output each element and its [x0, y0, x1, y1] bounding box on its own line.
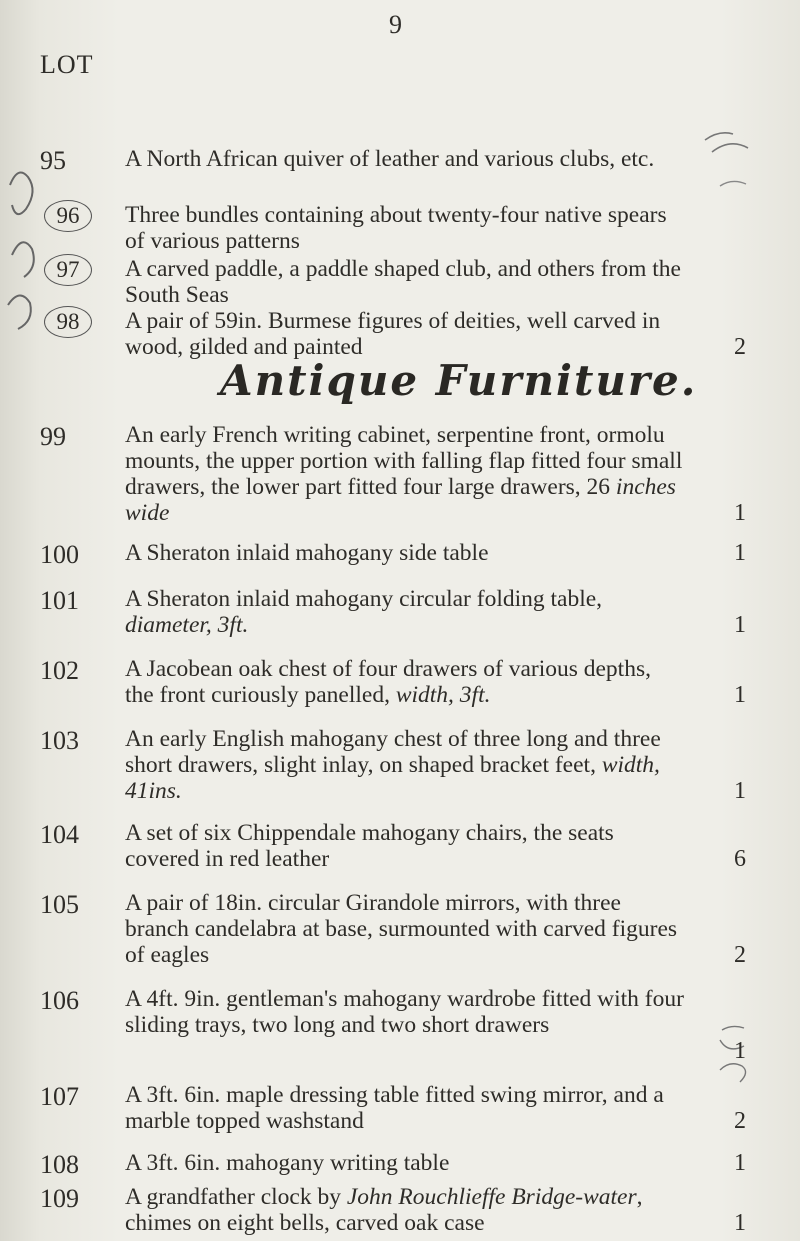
lot-dimension: diameter, 3ft.: [125, 612, 249, 638]
lot-number: 107: [40, 1082, 79, 1111]
lot-description: A carved paddle, a paddle shaped club, and others from the South Seas: [125, 256, 681, 308]
pencil-scribble-left-2: [12, 242, 34, 277]
lot-description: [125, 656, 685, 708]
lot-number: 98: [44, 306, 92, 338]
lot-description-text: , chimes on eight bells, carved oak case: [125, 1184, 643, 1236]
lot-description: [125, 726, 685, 804]
lot-number: 95: [40, 146, 66, 175]
lot-quantity: 6: [734, 846, 746, 872]
lot-number: 105: [40, 890, 79, 919]
pencil-scribble-right-4: [720, 1064, 746, 1082]
lot-description: A Sheraton inlaid mahogany side table: [125, 540, 489, 566]
lot-description-text: An early French writing cabinet, serpentine front, ormolu mounts, the upper portion with falling flap fitted four small drawers, the lower part fitted four large drawers, 26: [125, 422, 683, 500]
lot-maker-name: John Rouchlieffe Bridge-water: [346, 1184, 637, 1210]
lot-number: 101: [40, 586, 79, 615]
page-number: 9: [389, 10, 402, 39]
pencil-scribble-left-3: [8, 295, 31, 329]
lot-description: A pair of 18in. circular Girandole mirrors, with three branch candelabra at base, surmounted with carved figures of eagles: [125, 890, 678, 968]
lot-quantity: 1: [734, 1150, 746, 1176]
lot-column-header: LOT: [40, 50, 94, 79]
lot-number: 102: [40, 656, 79, 685]
lot-description-text: An early English mahogany chest of three long and three short drawers, slight inlay, on shaped bracket feet,: [125, 726, 661, 778]
pencil-scribble-right-1: [705, 133, 748, 152]
lot-quantity: 2: [734, 334, 746, 360]
lot-description: A North African quiver of leather and various clubs, etc.: [125, 146, 655, 172]
lot-description: A 3ft. 6in. mahogany writing table: [125, 1150, 450, 1176]
lot-number: 104: [40, 820, 79, 849]
lot-number: 106: [40, 986, 79, 1015]
lot-description-text: A grandfather clock by: [125, 1184, 347, 1210]
lot-quantity: 2: [734, 942, 746, 968]
lot-number: 96: [44, 200, 92, 232]
lot-dimension: width, 3ft.: [395, 682, 491, 708]
lot-quantity: 2: [734, 1108, 746, 1134]
lot-description: [125, 1184, 685, 1236]
pencil-scribble-right-2: [720, 181, 746, 186]
lot-quantity: 1: [734, 500, 746, 526]
lot-description: A pair of 59in. Burmese figures of deities, well carved in wood, gilded and painted: [125, 308, 661, 360]
lot-number: 108: [40, 1150, 79, 1179]
lot-description: A 4ft. 9in. gentleman's mahogany wardrobe fitted with four sliding trays, two long and two short drawers: [125, 986, 684, 1038]
lot-number: 109: [40, 1184, 79, 1213]
lot-description: [125, 586, 685, 638]
pencil-scribble-left-1: [10, 173, 33, 215]
lot-quantity: 1: [734, 612, 746, 638]
lot-quantity: 1: [734, 1038, 746, 1064]
lot-description: A 3ft. 6in. maple dressing table fitted swing mirror, and a marble topped washstand: [125, 1082, 664, 1134]
lot-quantity: 1: [734, 778, 746, 804]
lot-quantity: 1: [734, 1210, 746, 1236]
lot-description: [125, 422, 685, 526]
lot-number: 99: [40, 422, 66, 451]
lot-description: A set of six Chippendale mahogany chairs, the seats covered in red leather: [125, 820, 614, 872]
lot-dimension: inches wide: [125, 474, 676, 526]
lot-quantity: 1: [734, 540, 746, 566]
lot-number: 100: [40, 540, 79, 569]
lot-quantity: 1: [734, 682, 746, 708]
lot-description: Three bundles containing about twenty-four native spears of various patterns: [125, 202, 667, 254]
lot-dimension: width, 41ins.: [125, 752, 660, 804]
lot-description-text: A Jacobean oak chest of four drawers of various depths, the front curiously panelled,: [125, 656, 651, 708]
section-heading: Antique Furniture.: [220, 356, 698, 405]
lot-description-text: A Sheraton inlaid mahogany circular folding table,: [125, 586, 603, 612]
lot-number: 103: [40, 726, 79, 755]
lot-number: 97: [44, 254, 92, 286]
